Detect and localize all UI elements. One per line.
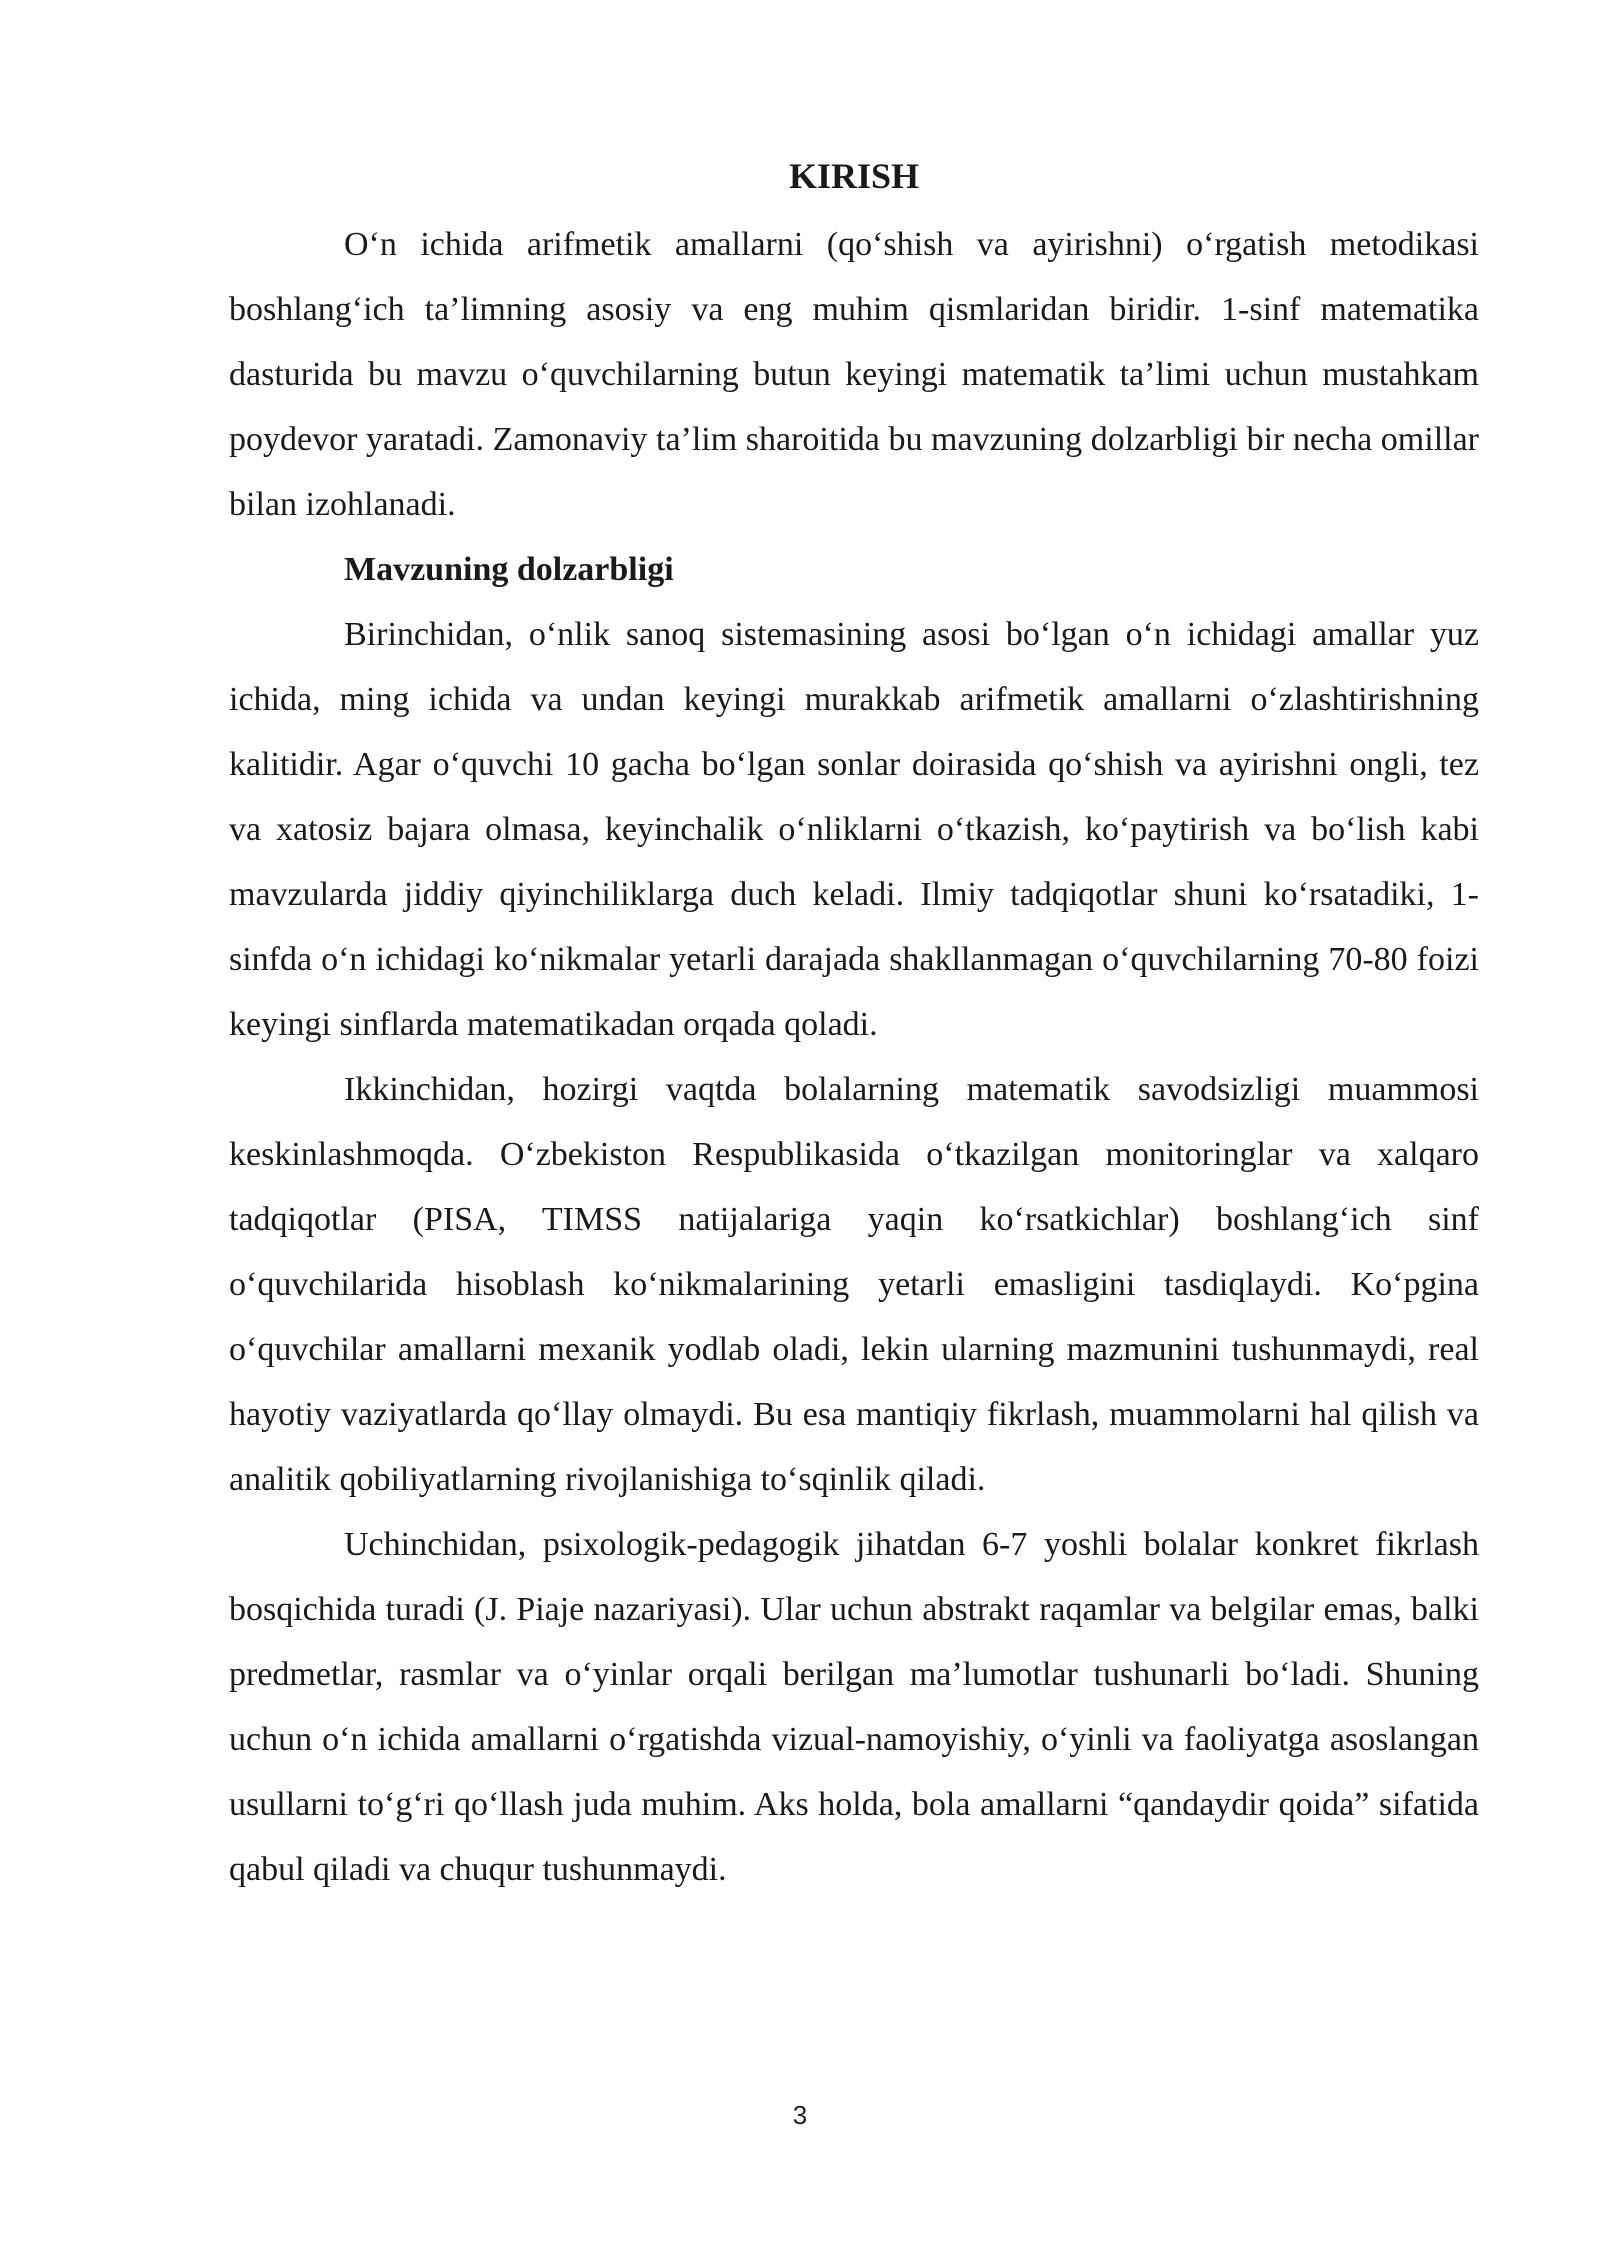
paragraph-second: Ikkinchidan, hozirgi vaqtda bolalarning matematik savodsizligi muammosi keskinlashmoqda. O‘zbekiston Respublikasida o‘tkazilgan monitoringlar va xalqaro tadqiqotlar (PISA, TIMSS natijalariga yaqin ko‘rsatkichlar) boshlang‘ich sinf o‘quvchilarida hisoblash ko‘nikmalarining yetarli emasligini tasdiqlaydi. Ko‘pgina o‘quvchilar amallarni mexanik yodlab oladi, lekin ularning mazmunini tushunmaydi, real hayotiy vaziyatlarda qo‘llay olmaydi. Bu esa mantiqiy fikrlash, muammolarni hal qilish va analitik qobiliyatlarning rivojlanishiga to‘sqinlik qiladi. <box>229 1071 1479 1498</box>
intro-paragraph: O‘n ichida arifmetik amallarni (qo‘shish va ayirishni) o‘rgatish metodikasi boshlang‘ich ta’limning asosiy va eng muhim qismlaridan biridir. 1-sinf matematika dasturida bu mavzu o‘quvchilarning butun keyingi matematik ta’limi uchun mustahkam poydevor yaratadi. Zamonaviy ta’lim sharoitida bu mavzuning dolzarbligi bir necha omillar bilan izohlanadi. <box>229 226 1479 523</box>
paragraph-third: Uchinchidan, psixologik-pedagogik jihatdan 6-7 yoshli bolalar konkret fikrlash bosqichida turadi (J. Piaje nazariyasi). Ular uchun abstrakt raqamlar va belgilar emas, balki predmetlar, rasmlar va o‘yinlar orqali berilgan ma’lumotlar tushunarli bo‘ladi. Shuning uchun o‘n ichida amallarni o‘rgatishda vizual-namoyishiy, o‘yinli va faoliyatga asoslangan usullarni to‘g‘ri qo‘llash juda muhim. Aks holda, bola amallarni “qandaydir qoida” sifatida qabul qiladi va chuqur tushunmaydi. <box>229 1526 1479 1888</box>
page-number: 3 <box>792 2100 808 2130</box>
section-heading: Mavzuning dolzarbligi <box>344 551 674 588</box>
document-page <box>229 146 1479 1902</box>
page-title: KIRISH <box>788 156 920 196</box>
paragraph-first: Birinchidan, o‘nlik sanoq sistemasining asosi bo‘lgan o‘n ichidagi amallar yuz ichida, ming ichida va undan keyingi murakkab arifmetik amallarni o‘zlashtirishning kalitidir. Agar o‘quvchi 10 gacha bo‘lgan sonlar doirasida qo‘shish va ayirishni ongli, tez va xatosiz bajara olmasa, keyinchalik o‘nliklarni o‘tkazish, ko‘paytirish va bo‘lish kabi mavzularda jiddiy qiyinchiliklarga duch keladi. Ilmiy tadqiqotlar shuni ko‘rsatadiki, 1-sinfda o‘n ichidagi ko‘nikmalar yetarli darajada shakllanmagan o‘quvchilarning 70-80 foizi keyingi sinflarda matematikadan orqada qoladi. <box>229 616 1479 1043</box>
